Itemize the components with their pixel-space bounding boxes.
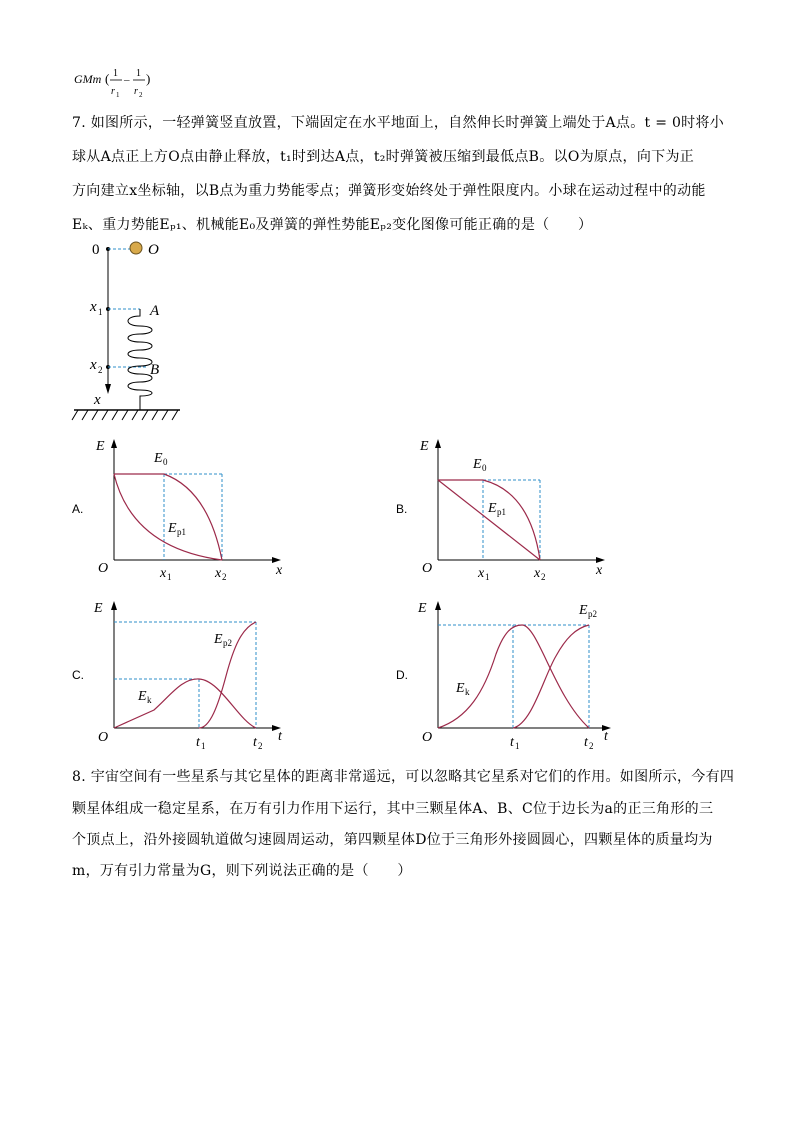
t2-tick-label: t (253, 735, 257, 750)
graph-C[interactable] (90, 596, 290, 754)
Ep1-line (438, 480, 540, 560)
q8-line-4: m，万有引力常量为G，则下列说法正确的是（ ） (72, 863, 412, 879)
ball-icon (130, 242, 142, 254)
graph-D[interactable] (414, 596, 624, 754)
frac2-num: 1 (136, 68, 141, 79)
y-arrow-icon (111, 601, 117, 610)
minus-sign: – (124, 74, 130, 86)
x-axis-label: x (94, 392, 101, 408)
E0-label: E (473, 457, 482, 472)
point-O-label: O (148, 242, 159, 258)
frac1-den: r (111, 86, 115, 97)
x1-label: x (90, 299, 97, 315)
close-paren: ) (146, 71, 151, 86)
x1-tick-sub: 1 (485, 572, 490, 582)
Ep2-sub: p2 (588, 609, 597, 619)
axis-E-label: E (418, 601, 427, 616)
origin-label: O (98, 730, 109, 745)
option-A-label[interactable]: A. (72, 502, 84, 516)
point-B-label: B (150, 362, 160, 378)
t1-tick-sub: 1 (201, 741, 206, 751)
Ep1-label: E (488, 501, 497, 516)
x2-tick-sub: 2 (222, 572, 227, 582)
spring-figure (70, 236, 200, 426)
E0-sub: 0 (163, 457, 168, 467)
Ep2-sub: p2 (223, 638, 232, 648)
q8-line-1: 8. 宇宙空间有一些星系与其它星体的距离非常遥远，可以忽略其它星系对它们的作用。如图所示，今有四 (72, 769, 735, 785)
y-arrow-icon (111, 439, 117, 448)
axis-E-label: E (96, 439, 105, 454)
Ek-label: E (138, 689, 147, 704)
Ep2-label: E (579, 603, 588, 618)
Ep2-label: E (214, 632, 223, 647)
t1-tick-sub: 1 (515, 741, 520, 751)
E0-sub: 0 (482, 463, 487, 473)
axis-E-label: E (94, 601, 103, 616)
spring-coil (128, 309, 152, 410)
x1-sub: 1 (98, 307, 103, 317)
Ep1-sub: p1 (177, 527, 186, 537)
x2-sub: 2 (98, 365, 103, 375)
prev-answer-formula (72, 64, 162, 104)
frac1-den-sub: 1 (116, 91, 120, 99)
gmm-text: GMm (74, 72, 102, 86)
t2-tick-sub: 2 (589, 741, 594, 751)
axis-zero-label: 0 (92, 242, 100, 258)
x2-label: x (90, 357, 97, 373)
q7-line-1: 7. 如图所示，一轻弹簧竖直放置，下端固定在水平地面上，自然伸长时弹簧上端处于A点。t = 0时将小 (72, 115, 725, 131)
Ek-sub: k (465, 687, 470, 697)
option-C-label[interactable]: C. (72, 668, 84, 682)
origin-label: O (422, 730, 433, 745)
t2-tick-sub: 2 (258, 741, 263, 751)
y-arrow-icon (435, 601, 441, 610)
q7-line-2: 球从A点正上方O点由静止释放，t₁时到达A点，t₂时弹簧被压缩到最低点B。以O为原点，向下为正 (72, 149, 695, 165)
axis-x-label: x (276, 563, 283, 578)
prev-answer-fragment (72, 64, 162, 104)
axis-t-label: t (278, 729, 282, 744)
origin-label: O (98, 561, 109, 576)
x1-tick-label: x (478, 566, 485, 581)
frac1-num: 1 (113, 68, 118, 79)
q7-line-3: 方向建立x坐标轴，以B点为重力势能零点；弹簧形变始终处于弹性限度内。小球在运动过程中的动能 (72, 183, 706, 199)
q8-line-2: 颗星体组成一稳定星系，在万有引力作用下运行，其中三颗星体A、B、C位于边长为a的正三角形的三 (72, 801, 714, 817)
Ep2-curve (513, 625, 589, 728)
origin-label: O (422, 561, 433, 576)
t1-tick-label: t (510, 735, 514, 750)
option-B-label[interactable]: B. (396, 502, 408, 516)
E0-curve (114, 474, 222, 560)
graph-A[interactable] (90, 432, 290, 587)
frac2-den-sub: 2 (139, 91, 143, 99)
q8-line-3: 个顶点上，沿外接圆轨道做匀速圆周运动，第四颗星体D位于三角形外接圆圆心，四颗星体的质量均为 (72, 832, 713, 848)
Ep1-sub: p1 (497, 507, 506, 517)
x1-tick-label: x (160, 566, 167, 581)
t1-tick-label: t (196, 735, 200, 750)
t2-tick-label: t (584, 735, 588, 750)
Ek-sub: k (147, 695, 152, 705)
Ek-label: E (456, 681, 465, 696)
Ep1-label: E (168, 521, 177, 536)
x-axis-arrow-icon (105, 384, 111, 394)
y-arrow-icon (435, 439, 441, 448)
point-A-label: A (150, 303, 160, 319)
Ek-curve (114, 679, 256, 728)
open-paren: ( (105, 71, 110, 86)
axis-E-label: E (420, 439, 429, 454)
axis-x-label: x (596, 563, 603, 578)
axis-t-label: t (604, 729, 608, 744)
x2-tick-sub: 2 (541, 572, 546, 582)
frac2-den: r (134, 86, 138, 97)
ground-hatch (72, 410, 178, 420)
q7-line-4: Eₖ、重力势能Eₚ₁、机械能E₀及弹簧的弹性势能Eₚ₂变化图像可能正确的是（ ） (72, 217, 593, 233)
option-D-label[interactable]: D. (396, 668, 408, 682)
x2-tick-label: x (534, 566, 541, 581)
Ep1-curve (114, 474, 222, 560)
graph-B[interactable] (414, 432, 614, 587)
x1-tick-sub: 1 (167, 572, 172, 582)
x2-tick-label: x (215, 566, 222, 581)
E0-label: E (154, 451, 163, 466)
